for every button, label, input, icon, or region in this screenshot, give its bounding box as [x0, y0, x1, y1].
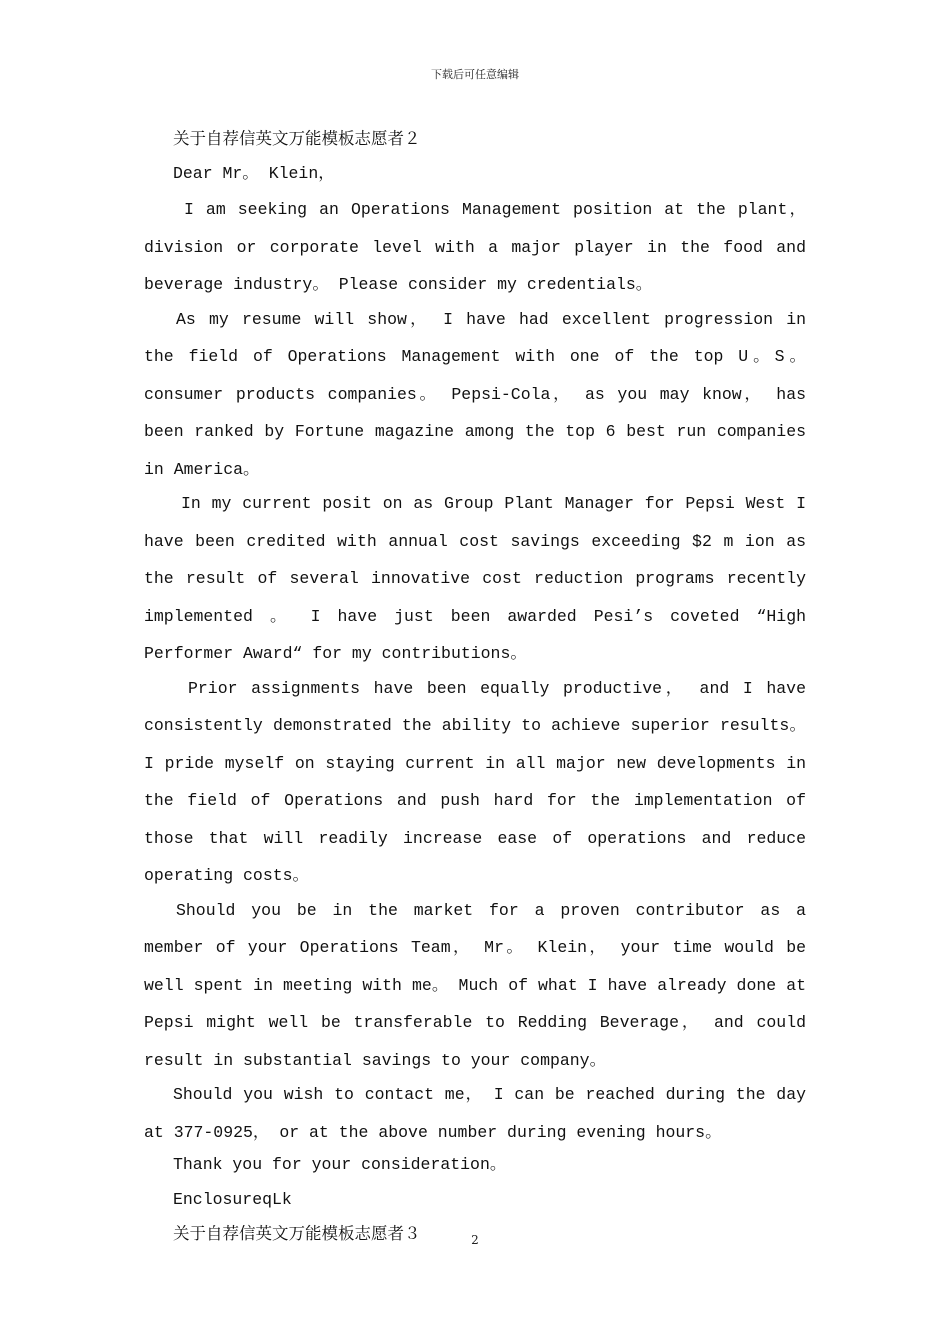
section-title: 关于自荐信英文万能模板志愿者３: [173, 1224, 421, 1243]
section-title: 关于自荐信英文万能模板志愿者２: [173, 129, 421, 148]
letter-body: [144, 122, 806, 1252]
enclosure-line: EnclosureqLk: [173, 1189, 292, 1209]
header-note: 下载后可任意编辑: [431, 68, 519, 81]
paragraph: Should you be in the market for a proven contributor as a member of your Operations Team， Mr。 Klein， your time would be well spent in meeting with me。 Much of what I have already done at Pepsi might well be transferable to Redding Beverage， and could result in substantial savings to your company。: [144, 900, 806, 1070]
paragraph: In my current posit on as Group Plant Manager for Pepsi West I have been credited with annual cost savings exceeding $2 m ion as the result of several innovative cost reduction programs recently implemented 。 I have just been awarded Pesi’s coveted “High Performer Award“ for my contributions。: [144, 494, 806, 663]
closing: Thank you for your consideration。: [173, 1155, 507, 1174]
salutation: Dear Mr。 Klein，: [173, 163, 335, 183]
page-number: 2: [471, 1233, 479, 1247]
paragraph: Should you wish to contact me， I can be reached during the day at 377-0925， or at the above number during evening hours。: [144, 1085, 806, 1142]
paragraph: As my resume will show， I have had excellent progression in the field of Operations Management with one of the top U。S。 consumer products companies。 Pepsi-Cola， as you may know， has been ranked by Fortune magazine among the top 6 best run companies in America。: [144, 309, 806, 479]
paragraph: Prior assignments have been equally productive， and I have consistently demonstrated the ability to achieve superior results。 I pride myself on staying current in all major new developments in the field of Operations and push hard for the implementation of those that will readily increase ease of operations and reduce operating costs。: [144, 678, 806, 885]
paragraph: I am seeking an Operations Management position at the plant，division or corporate level with a major player in the food and beverage industry。 Please consider my credentials。: [144, 200, 806, 294]
